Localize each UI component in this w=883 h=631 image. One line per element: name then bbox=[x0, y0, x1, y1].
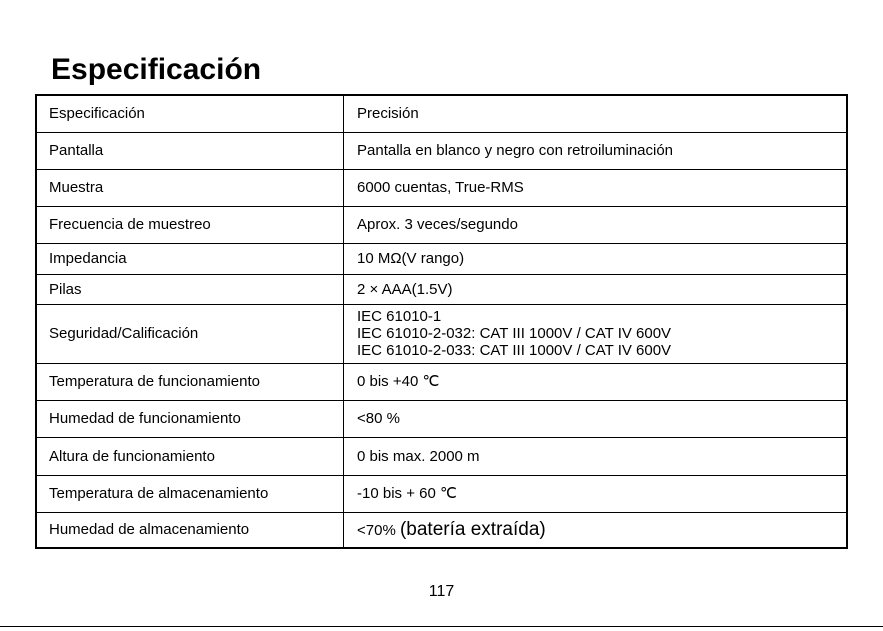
spec-label: Pantalla bbox=[36, 132, 344, 169]
spec-value-note: (batería extraída) bbox=[399, 518, 546, 540]
page-number: 117 bbox=[428, 583, 455, 600]
table-row bbox=[36, 243, 847, 274]
table-row bbox=[36, 437, 847, 475]
spec-value-line: IEC 61010-2-032: CAT III 1000V / CAT IV 600V bbox=[357, 325, 672, 342]
table-row bbox=[36, 206, 847, 243]
spec-label: Frecuencia de muestreo bbox=[36, 206, 344, 243]
spec-value-line: IEC 61010-2-033: CAT III 1000V / CAT IV 600V bbox=[357, 342, 672, 359]
spec-label: Humedad de funcionamiento bbox=[36, 400, 344, 437]
spec-value bbox=[344, 304, 848, 363]
page-title: Especificación bbox=[51, 53, 262, 86]
spec-label: Seguridad/Calificación bbox=[36, 304, 344, 363]
spec-label: Pilas bbox=[36, 274, 344, 304]
specification-table bbox=[35, 94, 848, 549]
spec-value: 6000 cuentas, True-RMS bbox=[344, 169, 848, 206]
spec-value: 2 × AAA(1.5V) bbox=[344, 274, 848, 304]
spec-value-line: IEC 61010-1 bbox=[357, 308, 442, 325]
spec-label: Impedancia bbox=[36, 243, 344, 274]
spec-value-main: <70% bbox=[357, 521, 396, 539]
spec-value: -10 bis + 60 ℃ bbox=[344, 475, 848, 512]
header-value-cell: Precisión bbox=[344, 95, 848, 132]
spec-label: Altura de funcionamiento bbox=[36, 437, 344, 475]
spec-label: Temperatura de almacenamiento bbox=[36, 475, 344, 512]
spec-value: <80 % bbox=[344, 400, 848, 437]
table-row bbox=[36, 132, 847, 169]
table-header-row bbox=[36, 95, 847, 132]
spec-value: Pantalla en blanco y negro con retroiluminación bbox=[344, 132, 848, 169]
table-row bbox=[36, 169, 847, 206]
spec-value: 10 MΩ(V rango) bbox=[344, 243, 848, 274]
table-row bbox=[36, 400, 847, 437]
table-row bbox=[36, 512, 847, 548]
spec-value bbox=[344, 512, 848, 548]
header-spec-cell: Especificación bbox=[36, 95, 344, 132]
table-row bbox=[36, 475, 847, 512]
table-row bbox=[36, 363, 847, 400]
spec-value: 0 bis max. 2000 m bbox=[344, 437, 848, 475]
spec-value: 0 bis +40 ℃ bbox=[344, 363, 848, 400]
spec-label: Humedad de almacenamiento bbox=[36, 512, 344, 548]
spec-label: Temperatura de funcionamiento bbox=[36, 363, 344, 400]
spec-label: Muestra bbox=[36, 169, 344, 206]
table-row bbox=[36, 274, 847, 304]
spec-value: Aprox. 3 veces/segundo bbox=[344, 206, 848, 243]
table-row bbox=[36, 304, 847, 363]
footer-divider bbox=[0, 626, 883, 627]
